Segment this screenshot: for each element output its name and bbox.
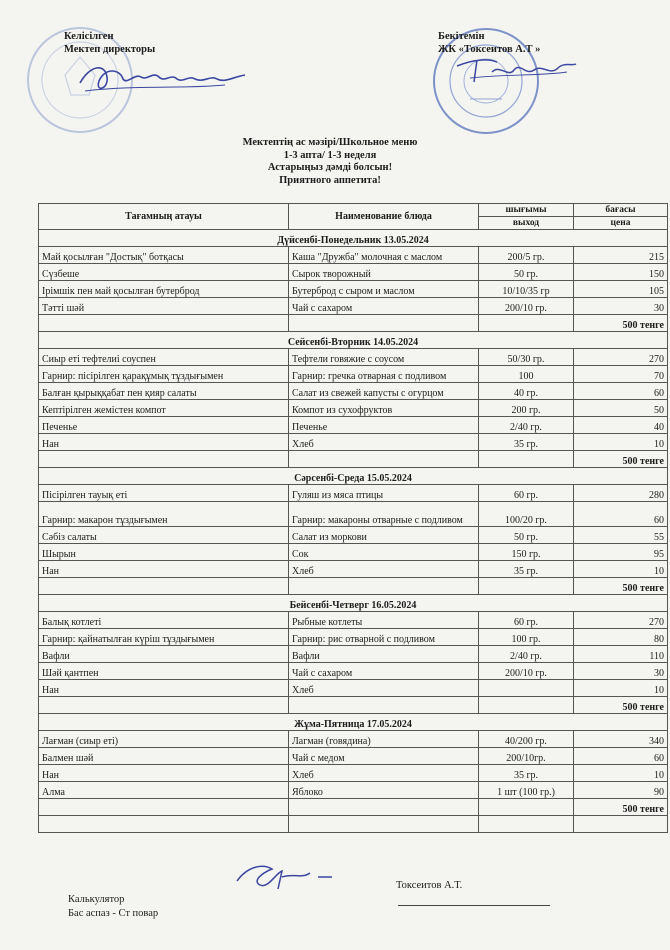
table-row — [39, 264, 668, 281]
dish-price: 55 — [574, 527, 668, 544]
dish-kz: Нан — [39, 680, 289, 697]
dish-kz: Шырын — [39, 544, 289, 561]
dish-price: 80 — [574, 629, 668, 646]
day-title: Жұма-Пятница 17.05.2024 — [39, 714, 668, 731]
header-price-kz: бағасы — [574, 204, 668, 217]
table-row — [39, 247, 668, 264]
dish-ru: Хлеб — [289, 765, 479, 782]
table-header-row — [39, 204, 668, 217]
dish-ru: Гуляш из мяса птицы — [289, 485, 479, 502]
table-row — [39, 434, 668, 451]
dish-ru: Яблоко — [289, 782, 479, 799]
dish-output: 50 гр. — [479, 527, 574, 544]
table-row — [39, 502, 668, 527]
table-row — [39, 527, 668, 544]
empty-cell — [289, 697, 479, 714]
dish-output: 50 гр. — [479, 264, 574, 281]
dish-ru: Салат из свежей капусты с огурцом — [289, 383, 479, 400]
dish-ru: Гарнир: макароны отварные с подливом — [289, 502, 479, 527]
dish-ru: Тефтели говяжие с соусом — [289, 349, 479, 366]
footer-right-name: Токсеитов А.Т. — [396, 880, 463, 891]
day-header-row — [39, 230, 668, 247]
footer-left — [68, 893, 158, 921]
dish-output: 200/10 гр. — [479, 663, 574, 680]
dish-price: 10 — [574, 434, 668, 451]
total-row — [39, 315, 668, 332]
empty-cell — [289, 799, 479, 816]
dish-ru: Салат из моркови — [289, 527, 479, 544]
dish-kz: Тәтті шәй — [39, 298, 289, 315]
dish-output: 200/10 гр. — [479, 298, 574, 315]
dish-kz: Сиыр еті тефтелиі соуспен — [39, 349, 289, 366]
table-row — [39, 646, 668, 663]
dish-ru: Хлеб — [289, 434, 479, 451]
dish-kz: Шәй қантпен — [39, 663, 289, 680]
header-output-ru: выход — [479, 217, 574, 230]
table-row — [39, 383, 668, 400]
dish-ru: Сырок творожный — [289, 264, 479, 281]
empty-cell — [289, 451, 479, 468]
dish-output: 2/40 гр. — [479, 417, 574, 434]
dish-kz: Гарнир: пісірілген қарақұмық тұздығымен — [39, 366, 289, 383]
dish-price: 70 — [574, 366, 668, 383]
dish-kz: Нан — [39, 561, 289, 578]
dish-price: 10 — [574, 680, 668, 697]
table-row — [39, 663, 668, 680]
title-line-3: Астарыңыз дәмді болсын! — [267, 162, 393, 173]
dish-output: 35 гр. — [479, 765, 574, 782]
dish-kz: Вафли — [39, 646, 289, 663]
dish-ru: Лагман (говядина) — [289, 731, 479, 748]
total-row — [39, 578, 668, 595]
empty-cell — [479, 315, 574, 332]
day-header-row — [39, 332, 668, 349]
dish-price: 270 — [574, 612, 668, 629]
dish-price: 60 — [574, 383, 668, 400]
title-line-1: Мектептің ас мәзірі/Школьное меню — [242, 137, 418, 148]
header-kz: Тағамның атауы — [39, 204, 289, 230]
dish-kz: Май қосылған "Достық" ботқасы — [39, 247, 289, 264]
dish-ru: Сок — [289, 544, 479, 561]
dish-price: 60 — [574, 748, 668, 765]
table-row — [39, 765, 668, 782]
dish-ru: Гарнир: гречка отварная с подливом — [289, 366, 479, 383]
day-header-row — [39, 468, 668, 485]
dish-kz: Балған қырыққабат пен қияр салаты — [39, 383, 289, 400]
dish-price: 30 — [574, 663, 668, 680]
day-total: 500 тенге — [574, 451, 668, 468]
day-total: 500 тенге — [574, 578, 668, 595]
dish-kz: Ірімшік пен май қосылған бутерброд — [39, 281, 289, 298]
table-row — [39, 680, 668, 697]
dish-price: 40 — [574, 417, 668, 434]
dish-ru: Чай с сахаром — [289, 663, 479, 680]
table-row — [39, 782, 668, 799]
calculator-label: Калькулятор — [68, 894, 125, 905]
dish-output: 10/10/35 гр — [479, 281, 574, 298]
dish-price: 90 — [574, 782, 668, 799]
dish-price: 10 — [574, 561, 668, 578]
dish-price: 30 — [574, 298, 668, 315]
dish-kz: Нан — [39, 765, 289, 782]
dish-output: 35 гр. — [479, 561, 574, 578]
day-title: Сейсенбі-Вторник 14.05.2024 — [39, 332, 668, 349]
dish-output: 100/20 гр. — [479, 502, 574, 527]
dish-ru: Чай с сахаром — [289, 298, 479, 315]
dish-price: 270 — [574, 349, 668, 366]
dish-ru: Каша "Дружба" молочная с маслом — [289, 247, 479, 264]
dish-output: 200/5 гр. — [479, 247, 574, 264]
dish-price: 150 — [574, 264, 668, 281]
dish-output: 100 гр. — [479, 629, 574, 646]
director-signature — [75, 55, 255, 100]
signature-line — [398, 905, 550, 906]
approval-left — [64, 30, 155, 56]
dish-kz: Гарнир: қайнатылған күріш тұздығымен — [39, 629, 289, 646]
agreed-label: Келісілген — [64, 31, 114, 42]
day-header-row — [39, 595, 668, 612]
header-price-ru: цена — [574, 217, 668, 230]
day-total: 500 тенге — [574, 697, 668, 714]
dish-output: 2/40 гр. — [479, 646, 574, 663]
dish-ru: Печенье — [289, 417, 479, 434]
dish-output — [479, 680, 574, 697]
dish-kz: Нан — [39, 434, 289, 451]
dish-price: 60 — [574, 502, 668, 527]
empty-cell — [289, 315, 479, 332]
approve-label: Бекітемін — [438, 31, 485, 42]
empty-cell — [39, 816, 289, 833]
table-row — [39, 417, 668, 434]
dish-output: 60 гр. — [479, 612, 574, 629]
table-row — [39, 281, 668, 298]
empty-cell — [289, 816, 479, 833]
table-row — [39, 612, 668, 629]
dish-price: 340 — [574, 731, 668, 748]
empty-cell — [39, 451, 289, 468]
empty-cell — [39, 578, 289, 595]
dish-price: 215 — [574, 247, 668, 264]
total-row — [39, 799, 668, 816]
table-row — [39, 366, 668, 383]
day-title: Бейсенбі-Четверг 16.05.2024 — [39, 595, 668, 612]
empty-cell — [574, 816, 668, 833]
dish-output: 40/200 гр. — [479, 731, 574, 748]
dish-ru: Компот из сухофруктов — [289, 400, 479, 417]
spacer-row — [39, 816, 668, 833]
dish-output: 200/10гр. — [479, 748, 574, 765]
dish-output: 35 гр. — [479, 434, 574, 451]
dish-kz: Балмен шәй — [39, 748, 289, 765]
dish-price: 95 — [574, 544, 668, 561]
dish-output: 100 — [479, 366, 574, 383]
dish-ru: Вафли — [289, 646, 479, 663]
dish-output: 50/30 гр. — [479, 349, 574, 366]
day-total: 500 тенге — [574, 315, 668, 332]
empty-cell — [479, 451, 574, 468]
chef-label: Бас аспаз - Ст повар — [68, 908, 159, 919]
menu-table — [38, 203, 668, 833]
entrepreneur-signature — [452, 52, 582, 87]
total-row — [39, 697, 668, 714]
empty-cell — [479, 799, 574, 816]
title-line-2: 1-3 апта/ 1-3 неделя — [283, 149, 377, 161]
empty-cell — [289, 578, 479, 595]
dish-price: 110 — [574, 646, 668, 663]
dish-ru: Бутерброд с сыром и маслом — [289, 281, 479, 298]
day-title: Сәрсенбі-Среда 15.05.2024 — [39, 468, 668, 485]
menu-title — [200, 137, 460, 187]
total-row — [39, 451, 668, 468]
dish-kz: Кептірілген жемістен компот — [39, 400, 289, 417]
dish-output: 150 гр. — [479, 544, 574, 561]
header-output-kz: шығымы — [479, 204, 574, 217]
table-row — [39, 485, 668, 502]
dish-kz: Лағман (сиыр еті) — [39, 731, 289, 748]
dish-kz: Балық котлеті — [39, 612, 289, 629]
dish-output: 1 шт (100 гр.) — [479, 782, 574, 799]
dish-kz: Алма — [39, 782, 289, 799]
table-row — [39, 349, 668, 366]
dish-output: 40 гр. — [479, 383, 574, 400]
dish-kz: Гарнир: макарон тұздығымен — [39, 502, 289, 527]
title-line-4: Приятного аппетита! — [279, 174, 381, 186]
empty-cell — [479, 816, 574, 833]
dish-price: 280 — [574, 485, 668, 502]
empty-cell — [479, 578, 574, 595]
dish-price: 10 — [574, 765, 668, 782]
table-row — [39, 298, 668, 315]
header-ru: Наименование блюда — [289, 204, 479, 230]
dish-price: 50 — [574, 400, 668, 417]
table-row — [39, 400, 668, 417]
empty-cell — [39, 799, 289, 816]
dish-output: 200 гр. — [479, 400, 574, 417]
empty-cell — [39, 315, 289, 332]
table-row — [39, 544, 668, 561]
dish-kz: Пісірілген тауық еті — [39, 485, 289, 502]
table-row — [39, 561, 668, 578]
empty-cell — [479, 697, 574, 714]
dish-kz: Сәбіз салаты — [39, 527, 289, 544]
dish-kz: Сүзбеше — [39, 264, 289, 281]
entrepreneur-label: ЖК «Токсеитов А.Т » — [438, 44, 541, 55]
dish-output: 60 гр. — [479, 485, 574, 502]
dish-kz: Печенье — [39, 417, 289, 434]
dish-price: 105 — [574, 281, 668, 298]
day-header-row — [39, 714, 668, 731]
empty-cell — [39, 697, 289, 714]
dish-ru: Чай с медом — [289, 748, 479, 765]
dish-ru: Хлеб — [289, 561, 479, 578]
dish-ru: Рыбные котлеты — [289, 612, 479, 629]
dish-ru: Хлеб — [289, 680, 479, 697]
day-total: 500 тенге — [574, 799, 668, 816]
chef-signature — [232, 855, 342, 895]
table-row — [39, 731, 668, 748]
table-row — [39, 629, 668, 646]
dish-ru: Гарнир: рис отварной с подливом — [289, 629, 479, 646]
director-label: Мектеп директоры — [64, 44, 156, 55]
day-title: Дүйсенбі-Понедельник 13.05.2024 — [39, 230, 668, 247]
table-row — [39, 748, 668, 765]
